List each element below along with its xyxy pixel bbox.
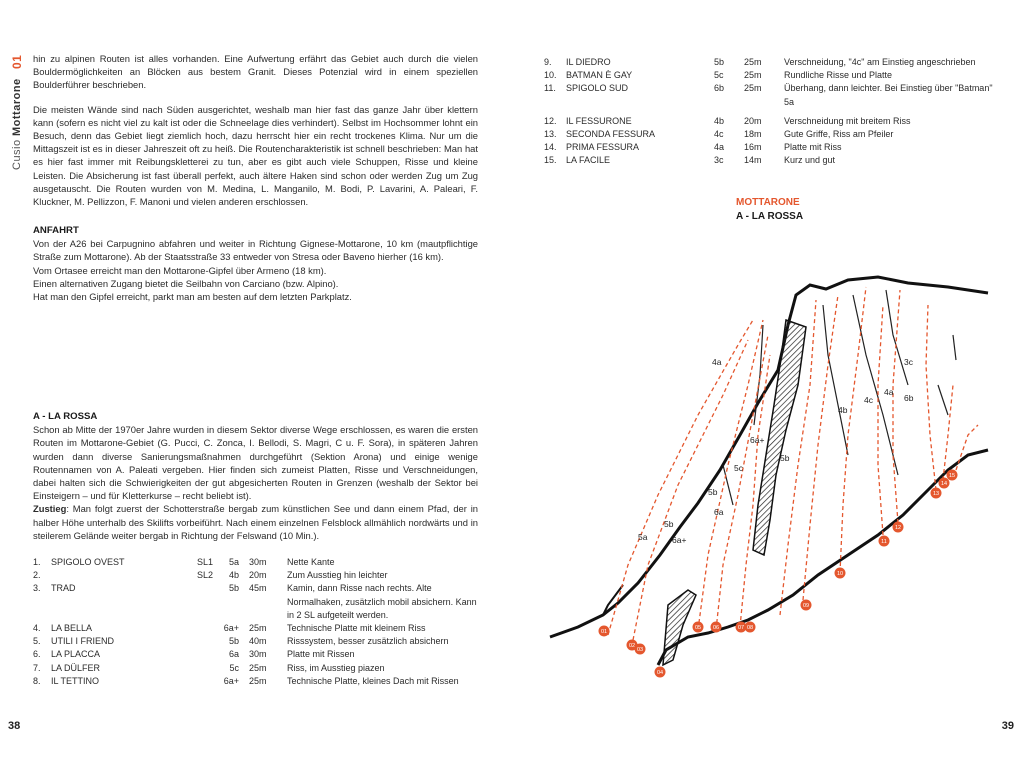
svg-text:15: 15 (948, 473, 956, 480)
svg-text:01: 01 (600, 629, 608, 636)
zustieg-label: Zustieg (33, 503, 67, 515)
svg-text:08: 08 (746, 625, 754, 632)
route-row (544, 69, 994, 82)
route-length: 25m (744, 70, 762, 81)
route-number: 3. (33, 583, 41, 594)
anfahrt-paragraph-4: Hat man den Gipfel erreicht, parkt man am besten auf dem letzten Parkplatz. (33, 291, 352, 303)
route-start-marker (711, 622, 722, 633)
topo-grade-label: 5b (664, 519, 674, 529)
svg-text:06: 06 (712, 625, 720, 632)
route-length: 30m (249, 649, 267, 660)
route-grade: 4b (228, 570, 239, 581)
route-length: 25m (744, 83, 762, 94)
topo-grade-label: 6a+ (672, 535, 687, 545)
route-length: 25m (249, 623, 267, 634)
anfahrt-paragraph-2: Vom Ortasee erreicht man den Mottarone-Gipfel über Armeno (18 km). (33, 264, 327, 276)
anfahrt-section (33, 224, 478, 303)
route-start-marker (931, 488, 942, 499)
route-length: 20m (744, 115, 762, 126)
svg-text:07: 07 (737, 625, 745, 632)
route-row (33, 648, 478, 661)
route-name: SECONDA FESSURA (566, 129, 656, 140)
route-number: 1. (33, 557, 41, 567)
route-name: LA FACILE (566, 155, 611, 166)
route-number: 9. (544, 57, 552, 67)
route-name: LA BELLA (51, 623, 93, 634)
route-description: Platte mit Riss (784, 142, 842, 153)
route-name: IL DIEDRO (566, 57, 611, 67)
route-pitch (197, 635, 219, 648)
topo-sector-title: A - LA ROSSA (736, 211, 804, 222)
route-grade: 6a+ (223, 675, 239, 686)
route-start-marker (693, 622, 704, 633)
route-start-marker (947, 470, 958, 481)
route-number: 6. (33, 649, 41, 660)
route-name: LA DÜLFER (51, 662, 101, 673)
route-number: 12. (544, 115, 557, 126)
route-row (33, 582, 478, 622)
route-name: UTILI I FRIEND (51, 636, 115, 647)
route-name: IL FESSURONE (566, 115, 632, 126)
route-name: LA PLACCA (51, 649, 101, 660)
page-number-right: 39 (1001, 720, 1014, 732)
route-length: 25m (249, 675, 267, 686)
route-description: Technische Platte mit kleinem Riss (287, 623, 426, 634)
route-length: 40m (249, 636, 267, 647)
route-pitch (197, 648, 219, 661)
topo-grade-label: 4b (838, 405, 848, 415)
route-length: 14m (744, 155, 762, 166)
chapter-number: 01 (10, 54, 24, 69)
topo-grade-label: 6a+ (750, 435, 765, 445)
route-start-marker (745, 622, 756, 633)
route-description: Kurz und gut (784, 155, 836, 166)
place-label: Mottarone (11, 78, 23, 136)
route-length: 25m (249, 662, 267, 673)
svg-text:12: 12 (894, 525, 902, 532)
topo-grade-label: 3c (904, 357, 913, 367)
route-grade: 3c (714, 155, 724, 166)
route-length: 18m (744, 129, 762, 140)
intro-text (33, 52, 478, 208)
route-grade: 5c (714, 70, 724, 81)
svg-text:11: 11 (881, 539, 887, 546)
route-pitch: SL1 (197, 557, 214, 567)
topo-grade-label: 5b (780, 453, 790, 463)
route-description: Riss, im Ausstieg piazen (287, 662, 385, 673)
topo-grade-label: 5c (734, 463, 743, 473)
svg-text:04: 04 (656, 670, 664, 677)
route-start-marker (599, 626, 610, 637)
route-row (544, 128, 994, 141)
route-description: Technische Platte, kleines Dach mit Rissen (287, 675, 459, 686)
anfahrt-paragraph-1: Von der A26 bei Carpugnino abfahren und weiter in Richtung Gignese-Mottarone, 10 km (mautpflichtige Straße zum Mottarone). Ab der Staatsstraße 33 entweder von Stresa oder Baveno hierher (16 km). (33, 238, 478, 263)
topo-grade-label: 5a (638, 532, 648, 542)
route-start-marker (835, 568, 846, 579)
route-pitch (197, 622, 219, 635)
sector-section (33, 410, 478, 542)
route-name: SPIGOLO SUD (566, 83, 629, 94)
route-number: 4. (33, 623, 41, 634)
route-name: TRAD (51, 583, 76, 594)
route-start-marker (635, 644, 646, 655)
svg-text:03: 03 (636, 647, 644, 654)
route-grade: 6a (228, 649, 239, 660)
route-row (33, 569, 478, 582)
route-length: 45m (249, 583, 267, 594)
topo-grade-label: 6b (904, 393, 914, 403)
route-length: 30m (249, 557, 267, 567)
topo-grade-label: 5b (708, 487, 718, 497)
svg-text:02: 02 (628, 643, 636, 650)
route-name: IL TETTINO (51, 675, 100, 686)
route-description: Risssystem, besser zusätzlich absichern (287, 636, 449, 647)
sector-paragraph: Schon ab Mitte der 1970er Jahre wurden in diesem Sektor diverse Wege erschlossen, es waren die ersten Routen im Mottarone-Gebiet (G. Pucci, C. Zonca, I. Bellodi, S. Magri, C u. F. Sora), in späteren Jahren wurden dann diverse Sanierungsmaßnahmen durchgeführt (Sektion Arona) und einige wenige Routennamen von A. Paleati vergeben. Hier finden sich zumeist Platten, Risse und Verschneidungen, dabei halten sich die Schwierigkeiten der gut abgesicherten Routen in Grenzen (weshalb der Sektor bei Einsteigern – und für Kletterkurse – recht beliebt ist). (33, 424, 478, 502)
route-start-marker (655, 667, 666, 678)
route-grade: 5b (714, 57, 725, 67)
topo-grade-label: 6a (714, 507, 724, 517)
route-row (33, 622, 478, 635)
route-length: 16m (744, 142, 762, 153)
route-row (33, 556, 478, 569)
route-name: PRIMA FESSURA (566, 142, 640, 153)
route-pitch (197, 675, 219, 688)
route-row (544, 112, 994, 128)
route-start-marker (939, 478, 950, 489)
route-description: Überhang, dann leichter. Bei Einstieg über "Batman" 5a (784, 83, 993, 107)
route-description: Gute Griffe, Riss am Pfeiler (784, 129, 894, 140)
svg-text:10: 10 (836, 571, 844, 578)
route-grade: 5a (228, 557, 239, 567)
route-grade: 5b (228, 636, 239, 647)
route-row (33, 635, 478, 648)
route-description: Verschneidung mit breitem Riss (784, 115, 911, 126)
route-row (33, 675, 478, 688)
route-name: SPIGOLO OVEST (51, 557, 125, 567)
svg-text:05: 05 (694, 625, 702, 632)
topo-area-title: MOTTARONE (736, 197, 800, 208)
route-grade: 4c (714, 129, 724, 140)
route-description: Nette Kante (287, 557, 335, 567)
zustieg-text: : Man folgt zuerst der Schotterstraße bergab zum künstlichen See und dann einem Pfad, der in halber Höhe unterhalb des Skilifts vorbeiführt. Nach einem einzelnen Felsblock allmählich nordwärts und in steilerem Gelände weiter bergab in Richtung der Felswand (10 Min.). (33, 503, 478, 541)
route-start-marker (893, 522, 904, 533)
route-grade: 4a (714, 142, 725, 153)
route-number: 7. (33, 662, 41, 673)
page-number-left: 38 (8, 720, 21, 732)
route-number: 11. (544, 83, 556, 94)
route-grade: 6a+ (223, 623, 239, 634)
route-row (33, 662, 478, 675)
route-grade: 5b (228, 583, 239, 594)
region-label: Cusio (11, 139, 23, 170)
route-number: 14. (544, 142, 557, 153)
route-row (544, 141, 994, 154)
route-description: Rundliche Risse und Platte (784, 70, 893, 81)
route-grade: 6b (714, 83, 725, 94)
sector-heading: A - LA ROSSA (33, 411, 98, 422)
route-grade: 4b (714, 115, 725, 126)
route-pitch: SL2 (197, 570, 214, 581)
chapter-side-label (10, 50, 24, 170)
route-table-right (544, 56, 994, 168)
route-pitch (197, 582, 219, 622)
route-row (544, 56, 994, 69)
zustieg-paragraph (33, 502, 478, 542)
route-number: 10. (544, 70, 557, 81)
route-description: Zum Ausstieg hin leichter (287, 570, 388, 581)
route-number: 8. (33, 675, 41, 686)
route-length: 25m (744, 57, 762, 67)
topo-grade-label: 4a (884, 387, 894, 397)
anfahrt-paragraph-3: Einen alternativen Zugang bietet die Seilbahn von Carciano (bzw. Alpino). (33, 277, 339, 289)
route-start-marker (801, 600, 812, 611)
route-number: 13. (544, 129, 557, 140)
route-description: Kamin, dann Risse nach rechts. Alte Normalhaken, zusätzlich mobil absichern. Kann in 2 SL aufgeteilt werden. (287, 583, 477, 620)
route-name: BATMAN È GAY (566, 70, 633, 81)
route-start-marker (879, 536, 890, 547)
route-number: 15. (544, 155, 557, 166)
route-number: 2. (33, 570, 41, 581)
route-number: 5. (33, 636, 41, 647)
svg-text:09: 09 (802, 603, 810, 610)
route-grade: 5c (229, 662, 239, 673)
route-description: Verschneidung, "4c" am Einstieg angeschrieben (784, 57, 976, 67)
svg-text:14: 14 (940, 481, 948, 488)
route-table-left (33, 556, 478, 688)
route-row (544, 154, 994, 167)
anfahrt-heading: ANFAHRT (33, 225, 79, 236)
route-pitch (197, 662, 219, 675)
topo-header (736, 196, 803, 224)
crag-topo-drawing (548, 265, 994, 695)
svg-text:13: 13 (932, 491, 940, 498)
intro-paragraph-2: Die meisten Wände sind nach Süden ausgerichtet, weshalb man hier fast das ganze Jahr über klettern kann (sofern es nicht viel zu kalt ist oder die Schneelage dies verhindert). Selbst im Hochsommer lohnt ein Besuch, denn das Gebiet liegt ziemlich hoch, dazu herrscht hier ein recht trockenes Klima. Nur um die Mittagszeit ist es in dieser Jahreszeit oft zu heiß. Die Routencharakteristik ist schnell beschrieben: Man hat es hier fast immer mit Reibungskletterei zu tun, aber es gibt auch viele Schuppen, Risse und kleine Leisten. Die Absicherung ist fast überall perfekt, auch ältere Haken sind schon oder werden Zug um Zug ausgetauscht. Die Routen wurden von M. Medina, L. Manganilo, M. Bodi, P. Lavarini, A. Paleari, F. Kluckner, M. Pellizzon, F. Manoni und vielen anderen erschlossen. (33, 103, 478, 208)
intro-paragraph-1: hin zu alpinen Routen ist alles vorhanden. Eine Aufwertung erfährt das Gebiet auch durch die vielen Bouldermöglichkeiten an Blöcken aus bestem Granit. Dieses Potenzial wird in einem speziellen Boulderführer beschrieben. (33, 53, 478, 91)
route-description: Platte mit Rissen (287, 649, 355, 660)
topo-grade-label: 4a (712, 357, 722, 367)
topo-grade-label: 4c (864, 395, 873, 405)
route-name (51, 569, 197, 582)
route-length: 20m (249, 570, 267, 581)
route-row (544, 82, 994, 111)
